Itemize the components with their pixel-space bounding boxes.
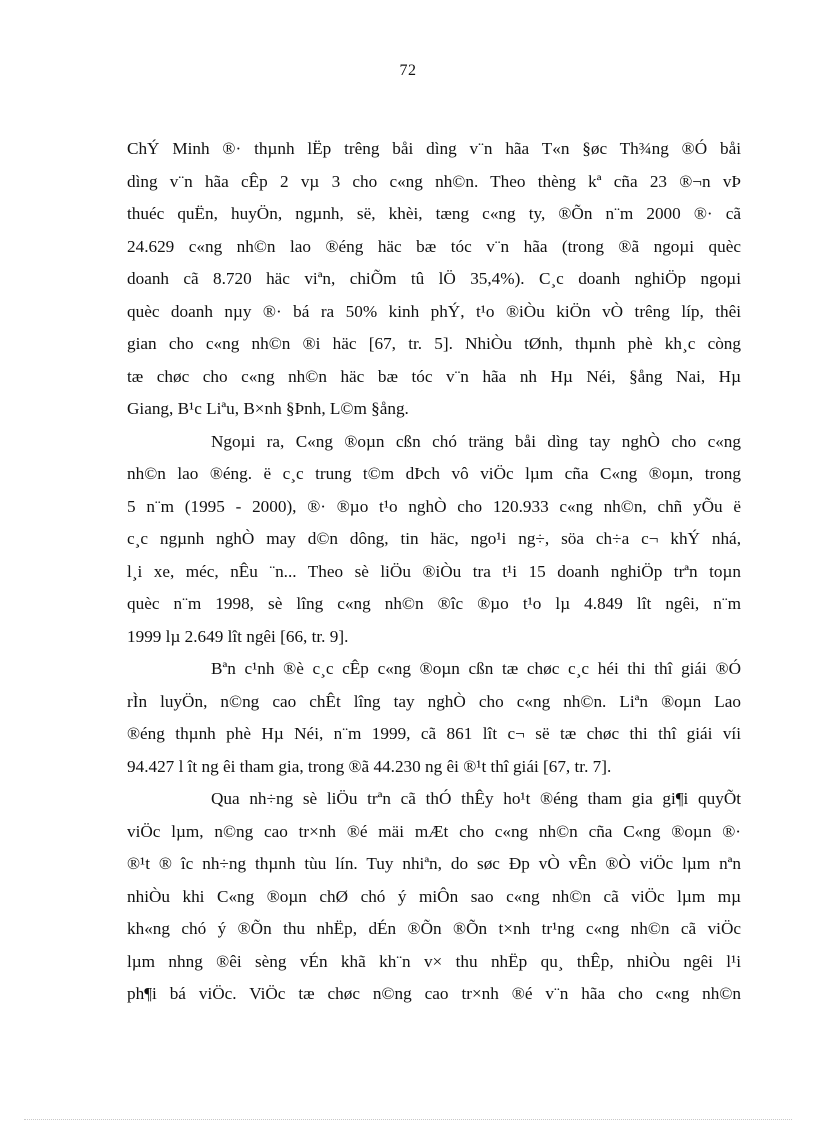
text-line: quèc n¨m 1998, sè lîng c«ng nh©n ®îc ®µo t¹o lµ 4.849 lît ngêi, n¨m: [127, 594, 741, 613]
text-line: kh«ng chó ý ®Õn thu nhËp, dÉn ®Õn ®Õn t×nh tr¹ng c«ng nh©n cã viÖc: [127, 919, 741, 938]
text-line: lµm nhng ®êi sèng vÉn khã kh¨n v× thu nhËp qu¸ thÊp, nhiÒu ngêi l¹i: [127, 951, 741, 971]
text-line: Giang, B¹c Liªu, B×nh §Þnh, L©m §ång.: [127, 399, 409, 418]
text-line: Bªn c¹nh ®è c¸c cÊp c«ng ®oµn cßn tæ chøc c¸c héi thi thî giái ®Ó: [211, 659, 741, 678]
text-line: c¸c ngµnh nghÒ may d©n dông, tin häc, ngo¹i ng÷, söa ch÷a c¬ khÝ nhá,: [127, 529, 741, 548]
text-line: ®¹t ® îc nh÷ng thµnh tùu lín. Tuy nhiªn, do søc Ðp vÒ vÊn ®Ò viÖc lµm nªn: [127, 854, 741, 873]
text-line: 24.629 c«ng nh©n lao ®éng häc bæ tóc v¨n hãa (trong ®ã ngoµi quèc: [127, 236, 741, 256]
text-line: 5 n¨m (1995 - 2000), ®· ®µo t¹o nghÒ cho 120.933 c«ng nh©n, chñ yÕu ë: [127, 496, 741, 516]
page-number: 72: [399, 62, 417, 79]
text-line: dìng v¨n hãa cÊp 2 vµ 3 cho c«ng nh©n. Theo thèng kª cña 23 ®¬n vÞ: [127, 171, 741, 191]
text-line: 94.427 l ît ng êi tham gia, trong ®ã 44.230 ng êi ®¹t thî giái [67, tr. 7].: [127, 756, 612, 776]
text-line: l¸i xe, méc, nÊu ¨n... Theo sè liÖu ®iÒu tra t¹i 15 doanh nghiÖp trªn toµn: [127, 561, 741, 581]
text-line: Ngoµi ra, C«ng ®oµn cßn chó träng båi dìng tay nghÒ cho c«ng: [211, 431, 741, 451]
text-line: doanh cã 8.720 häc viªn, chiÕm tû lÖ 35,4%). C¸c doanh nghiÖp ngoµi: [127, 269, 741, 288]
paragraph-1: [127, 133, 741, 426]
paragraph-3: [127, 653, 741, 783]
text-line: rÌn luyÖn, n©ng cao chÊt lîng tay nghÒ cho c«ng nh©n. Liªn ®oµn Lao: [127, 691, 741, 711]
text-line: tæ chøc cho c«ng nh©n häc bæ tóc v¨n hãa nh Hµ Néi, §ång Nai, Hµ: [127, 366, 741, 386]
body-text: [127, 133, 741, 1011]
text-line: nhiÒu khi C«ng ®oµn chØ chó ý miÔn sao c«ng nh©n cã viÖc lµm mµ: [127, 886, 741, 906]
text-line: 1999 lµ 2.649 lît ngêi [66, tr. 9].: [127, 626, 349, 646]
text-line: Qua nh÷ng sè liÖu trªn cã thÓ thÊy ho¹t ®éng tham gia gi¶i quyÕt: [211, 789, 741, 808]
page-bottom-edge: [24, 1119, 792, 1120]
text-line: ChÝ Minh ®· thµnh lËp trêng båi dìng v¨n hãa T«n §øc Th¾ng ®Ó båi: [127, 139, 741, 158]
text-line: viÖc lµm, n©ng cao tr×nh ®é mäi mÆt cho c«ng nh©n cña C«ng ®oµn ®·: [127, 821, 741, 841]
paragraph-4: [127, 783, 741, 1011]
text-line: thuéc quËn, huyÖn, ngµnh, së, khèi, tæng c«ng ty, ®Õn n¨m 2000 ®· cã: [127, 204, 741, 223]
paragraph-2: [127, 426, 741, 654]
text-line: ph¶i bá viÖc. ViÖc tæ chøc n©ng cao tr×nh ®é v¨n hãa cho c«ng nh©n: [127, 984, 741, 1003]
text-line: nh©n lao ®éng. ë c¸c trung t©m dÞch vô viÖc lµm cña C«ng ®oµn, trong: [127, 464, 741, 483]
text-line: ®éng thµnh phè Hµ Néi, n¨m 1999, cã 861 lît c¬ së tæ chøc thi thî giái víi: [127, 724, 741, 743]
text-line: gian cho c«ng nh©n ®i häc [67, tr. 5]. NhiÒu tØnh, thµnh phè kh¸c còng: [127, 334, 741, 353]
text-line: quèc doanh nµy ®· bá ra 50% kinh phÝ, t¹o ®iÒu kiÖn vÒ trêng líp, thêi: [127, 301, 741, 321]
